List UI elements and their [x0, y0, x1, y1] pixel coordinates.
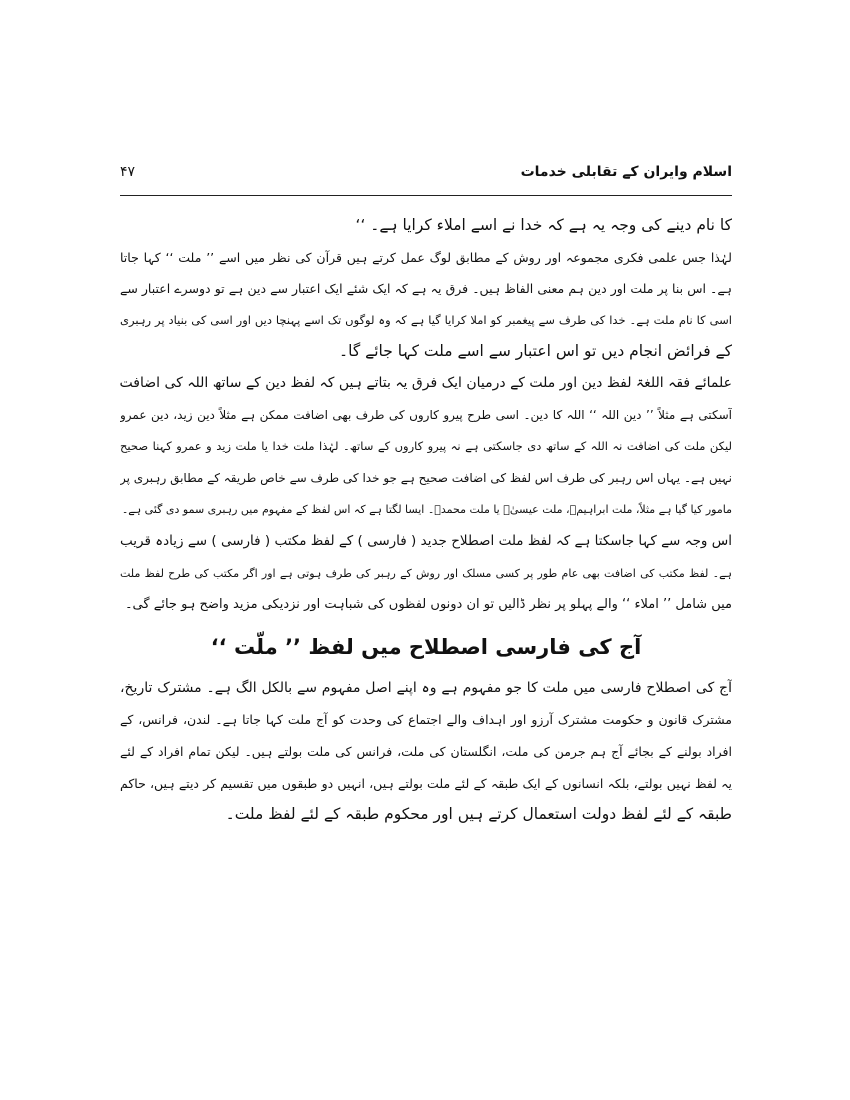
running-title: اسلام وایران کے تقابلی خدمات: [520, 164, 732, 180]
text-line: نہیں ہے۔ یہاں اس رہبر کی طرف اس لفظ کی اضافت صحیح ہے جو خدا کی طرف سے خاص طریقہ کے مطابق رہبری پر: [120, 470, 732, 485]
body-text: [120, 210, 732, 831]
text-line: ہے۔ لفظ مکتب کی اضافت بھی عام طور پر کسی مسلک اور روش کے رہبر کی طرف ہوتی ہے اور اگر مکتب کی طرح لفظ ملت: [120, 566, 732, 580]
text-line: آسکتی ہے مثلاً ’’ دین اللہ ‘‘ اللہ کا دین۔ اسی طرح پیرو کاروں کی طرف بھی اضافت ممکن ہے مثلاً دین زید، دین عمرو: [120, 407, 732, 422]
text-line: لہٰذا جس علمی فکری مجموعہ اور روش کے مطابق لوگ عمل کرتے ہیں قرآن کی نظر میں اسے ’’ ملت ‘‘ کہا جاتا: [120, 249, 732, 265]
text-line: مشترک قانون و حکومت مشترک آرزو اور اہداف والے اجتماع کی وحدت کو آج ملت کہا جاتا ہے۔ لندن، فرانس، کے: [120, 712, 732, 728]
text-line: علمائے فقہ اللغۃ لفظ دین اور ملت کے درمیان ایک فرق یہ بتاتے ہیں کہ لفظ دین کے ساتھ اللہ کی اضافت: [120, 374, 732, 391]
text-line: کا نام دینے کی وجہ یہ ہے کہ خدا نے اسے املاء کرایا ہے۔ ‘‘: [355, 216, 732, 234]
page-number: ۴۷: [120, 164, 136, 180]
text-line: لیکن ملت کی اضافت نہ اللہ کے ساتھ دی جاسکتی ہے نہ پیرو کاروں کے ساتھ۔ لہٰذا ملت خدا یا ملت زید و عمرو کہنا صحیح: [120, 439, 732, 454]
text-line: اسی کا نام ملت ہے۔ خدا کی طرف سے پیغمبر کو املا کرایا گیا ہے کہ وہ لوگوں تک اسے پہنچا دیں اور اسی کی بنیاد پر رہبری: [120, 312, 732, 327]
text-line: طبقہ کے لئے لفظ دولت استعمال کرتے ہیں اور محکوم طبقہ کے لئے لفظ ملت۔: [225, 805, 732, 824]
section-heading: آج کی فارسی اصطلاح میں لفظ ’’ ملّت ‘‘: [210, 634, 642, 659]
text-line: ہے۔ اس بنا پر ملت اور دین ہم معنی الفاظ ہیں۔ فرق یہ ہے کہ ایک شئے ایک اعتبار سے دین ہے تو دوسرے اعتبار سے: [120, 281, 732, 297]
text-line: آج کی اصطلاح فارسی میں ملت کا جو مفہوم ہے وہ اپنے اصل مفہوم سے بالکل الگ ہے۔ مشترک تاریخ،: [120, 679, 732, 696]
text-line: اس وجہ سے کہا جاسکتا ہے کہ لفظ ملت اصطلاح جدید ( فارسی ) کے لفظ مکتب ( فارسی ) سے زیادہ قریب: [120, 532, 732, 549]
text-line: میں شامل ’’ املاء ‘‘ والے پہلو پر نظر ڈالیں تو ان دونوں لفظوں کی شباہت اور نزدیکی مزید واضح ہو جائے گی۔: [124, 597, 732, 613]
header-rule: [120, 195, 732, 196]
text-line: مامور کیا گیا ہے مثلاً، ملت ابراہیمؑ، ملت عیسیٰؑ یا ملت محمدؐ۔ ایسا لگتا ہے کہ اس لفظ کے مفہوم میں رہبری سمو دی گئی ہے۔: [121, 503, 732, 517]
text-line: یہ لفظ نہیں بولتے، بلکہ انسانوں کے ایک طبقہ کے لئے ملت بولتے ہیں، انہیں دو طبقوں میں تقسیم کر دیتے ہیں، حاکم: [120, 775, 732, 791]
text-line: افراد بولنے کے بجائے آج ہم جرمن کی ملت، انگلستان کی ملت، فرانس کی ملت بولتے ہیں۔ لیکن تمام افراد کے لئے: [120, 743, 732, 759]
text-line: کے فرائض انجام دیں تو اس اعتبار سے اسے ملت کہا جائے گا۔: [339, 342, 732, 361]
page-header: [120, 160, 732, 192]
